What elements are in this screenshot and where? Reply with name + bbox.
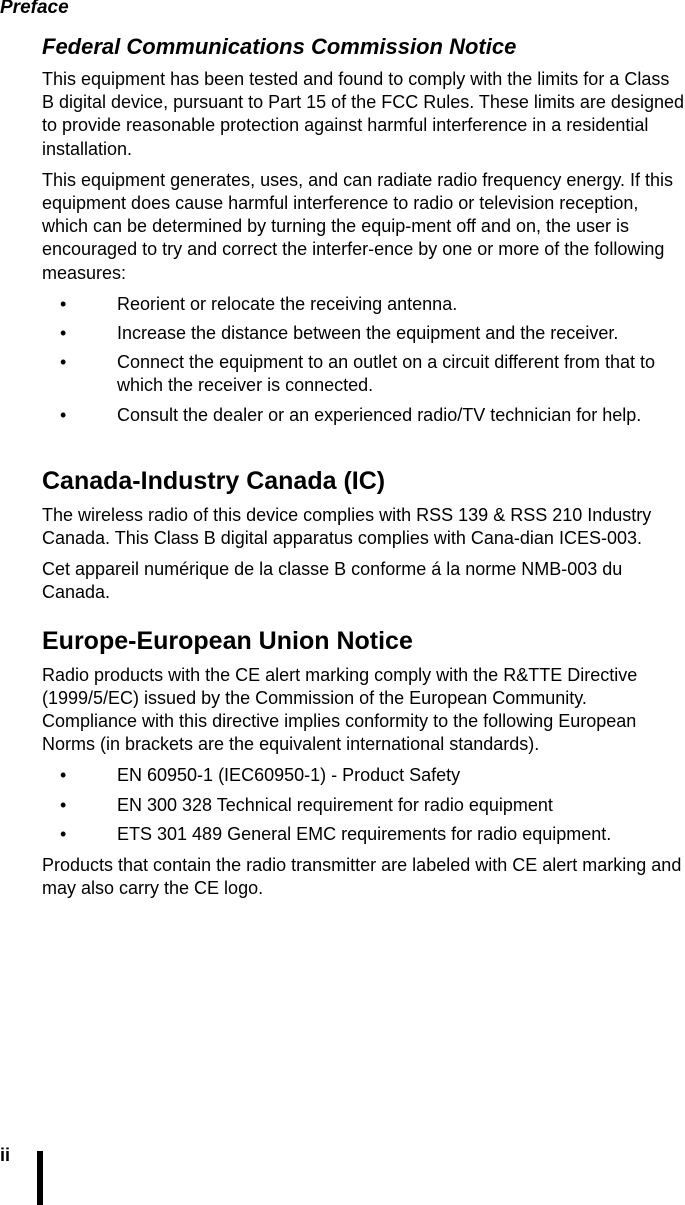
page-content [42,30,685,908]
europe-paragraph-2: Products that contain the radio transmitter are labeled with CE alert marking and may also carry the CE logo. [42,855,682,899]
list-item: • Increase the distance between the equipment and the receiver. [42,322,685,345]
running-header: Preface [0,0,69,18]
list-item: • Consult the dealer or an experienced radio/TV technician for help. [42,404,685,427]
fcc-measures-list [42,293,685,427]
page-number: ii [0,1145,11,1165]
fcc-section [42,34,685,427]
europe-paragraph-1: Radio products with the CE alert marking comply with the R&TTE Directive (1999/5/EC) issued by the Commission of the European Community. Compliance with this directive implies conformity to the following European Norms (in brackets are the equivalent international standards). [42,664,638,755]
list-item: • Connect the equipment to an outlet on a circuit different from that to which the receiver is connected. [42,351,685,397]
canada-paragraph-1: The wireless radio of this device complies with RSS 139 & RSS 210 Industry Canada. This Class B digital apparatus complies with Cana-dian ICES-003. [42,504,652,549]
list-item: • Reorient or relocate the receiving antenna. [42,293,685,316]
list-item: • EN 300 328 Technical requirement for radio equipment [42,794,685,817]
europe-section [42,627,685,901]
canada-heading: Canada-Industry Canada (IC) [42,466,386,495]
fcc-paragraph-1: This equipment has been tested and found to comply with the limits for a Class B digital device, pursuant to Part 15 of the FCC Rules. These limits are designed to provide reasonable protection against harmful interference in a residential installation. [42,69,684,159]
section-spacer [42,435,685,467]
europe-norms-list [42,764,685,846]
list-item: • ETS 301 489 General EMC requirements for radio equipment. [42,823,685,846]
section-spacer [42,613,685,627]
fcc-paragraph-2: This equipment generates, uses, and can radiate radio frequency energy. If this equipment does cause harmful interference to radio or television reception, which can be determined by turning the equip-ment off and on, the user is encouraged to try and correct the interfer-ence by one or more of the following measures: [42,169,674,283]
canada-section [42,467,685,605]
page-margin-rule [37,1151,43,1205]
list-item: • EN 60950-1 (IEC60950-1) - Product Safety [42,764,685,787]
europe-heading: Europe-European Union Notice [42,626,413,655]
fcc-heading: Federal Communications Commission Notice [42,34,517,59]
canada-paragraph-2: Cet appareil numérique de la classe B conforme á la norme NMB-003 du Canada. [42,559,623,603]
